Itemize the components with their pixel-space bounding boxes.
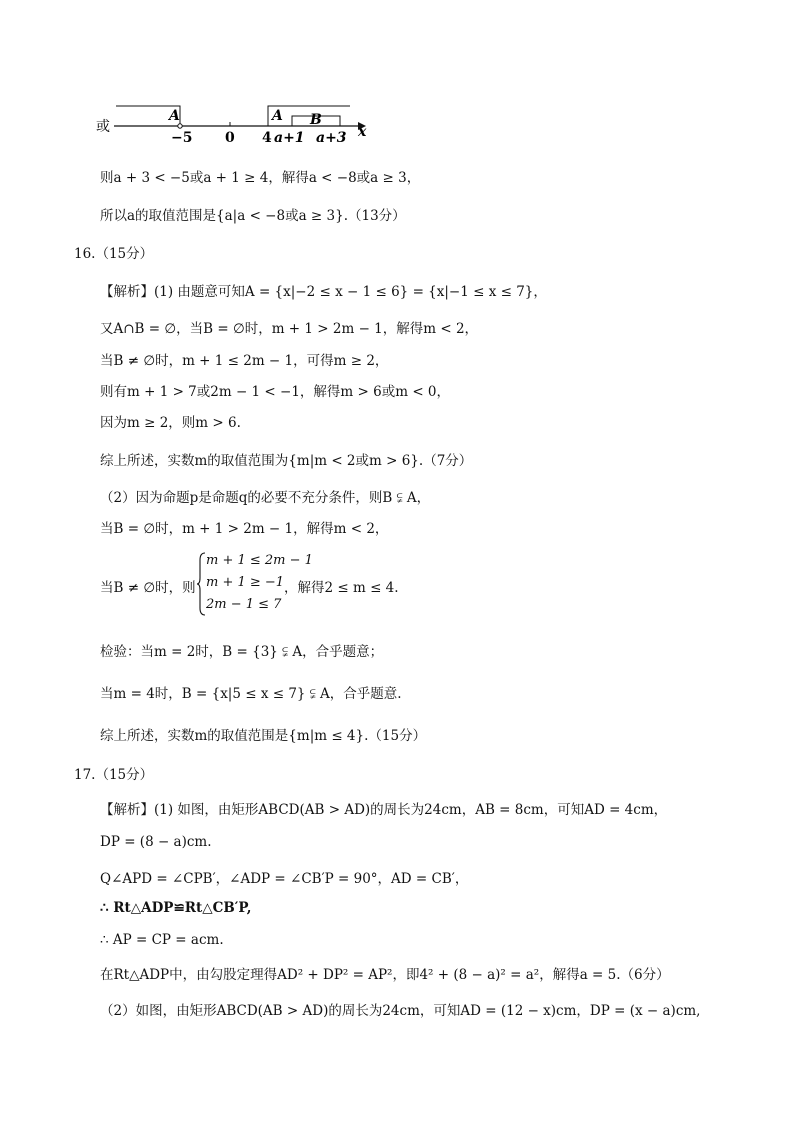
q16-system-result: ，解得2 ≤ m ≤ 4.: [284, 580, 399, 596]
solution-line-1: 则a + 3 < −5或a + 1 ≥ 4，解得a < −8或a ≥ 3，: [100, 170, 421, 186]
tick-label-a-plus-3: a+3: [316, 130, 347, 144]
number-line-prefix: 或: [96, 119, 110, 135]
q16-line-9: 检验：当m = 2时，B = {3} ⫋ A，合乎题意；: [100, 644, 384, 660]
q16-line-11: 综上所述，实数m的取值范围是{m|m ≤ 4}.（15分）: [100, 728, 427, 744]
number-line-figure: [96, 98, 376, 144]
q16-line-7: （2）因为命题p是命题q的必要不充分条件，则B ⫋ A，: [100, 490, 431, 506]
system-row-3: 2m − 1 ≤ 7: [206, 597, 282, 612]
q17-line-1: 【解析】(1) 如图，由矩形ABCD(AB > AD)的周长为24cm，AB = 8cm，可知AD = 4cm，: [100, 802, 668, 818]
q16-line-8: 当B = ∅时，m + 1 > 2m − 1，解得m < 2，: [100, 521, 389, 537]
system-row-2: m + 1 ≥ −1: [206, 575, 285, 590]
q16-line-5: 因为m ≥ 2，则m > 6.: [100, 415, 241, 431]
tick-label-a-plus-1: a+1: [274, 130, 305, 144]
q17-line-6: 在Rt△ADP中，由勾股定理得AD² + DP² = AP²，即4² + (8 − a)² = a²，解得a = 5.（6分）: [100, 967, 670, 983]
tick-label-0: 0: [225, 130, 235, 144]
label-b: B: [310, 112, 322, 128]
q17-line-5: ∴ AP = CP = acm.: [100, 932, 224, 948]
system-row-1: m + 1 ≤ 2m − 1: [206, 553, 313, 568]
q17-line-3: Q∠APD = ∠CPB′，∠ADP = ∠CB′P = 90°，AD = CB′，: [100, 871, 469, 887]
q16-line-4: 则有m + 1 > 7或2m − 1 < −1，解得m > 6或m < 0，: [100, 384, 451, 400]
tick-label-4: 4: [262, 130, 272, 144]
q16-line-6: 综上所述，实数m的取值范围为{m|m < 2或m > 6}.（7分）: [100, 453, 473, 469]
question-16-header: 16.（15分）: [74, 246, 154, 262]
q16-line-3: 当B ≠ ∅时，m + 1 ≤ 2m − 1，可得m ≥ 2，: [100, 353, 389, 369]
q17-line-2: DP = (8 − a)cm.: [100, 834, 212, 850]
q16-system-prefix: 当B ≠ ∅时，则: [100, 580, 196, 596]
system-brace: [196, 552, 206, 616]
tick-label-neg5: −5: [171, 130, 193, 144]
question-17-header: 17.（15分）: [74, 767, 154, 783]
axis-label-x: x: [358, 124, 367, 140]
label-a-right: A: [272, 108, 283, 124]
open-point-neg5: [178, 124, 182, 128]
label-a-left: A: [169, 108, 180, 124]
q17-line-4: ∴ Rt△ADP≌Rt△CB′P,: [100, 900, 252, 916]
q17-line-7: （2）如图，由矩形ABCD(AB > AD)的周长为24cm，可知AD = (12 − x)cm，DP = (x − a)cm,: [100, 1003, 701, 1019]
q16-line-10: 当m = 4时，B = {x|5 ≤ x ≤ 7} ⫋ A，合乎题意.: [100, 686, 402, 702]
q16-line-2: 又A∩B = ∅，当B = ∅时，m + 1 > 2m − 1，解得m < 2，: [100, 321, 479, 337]
q16-line-1: 【解析】(1) 由题意可知A = {x|−2 ≤ x − 1 ≤ 6} = {x|−1 ≤ x ≤ 7}，: [100, 284, 547, 300]
solution-line-2: 所以a的取值范围是{a|a < −8或a ≥ 3}.（13分）: [100, 208, 406, 224]
